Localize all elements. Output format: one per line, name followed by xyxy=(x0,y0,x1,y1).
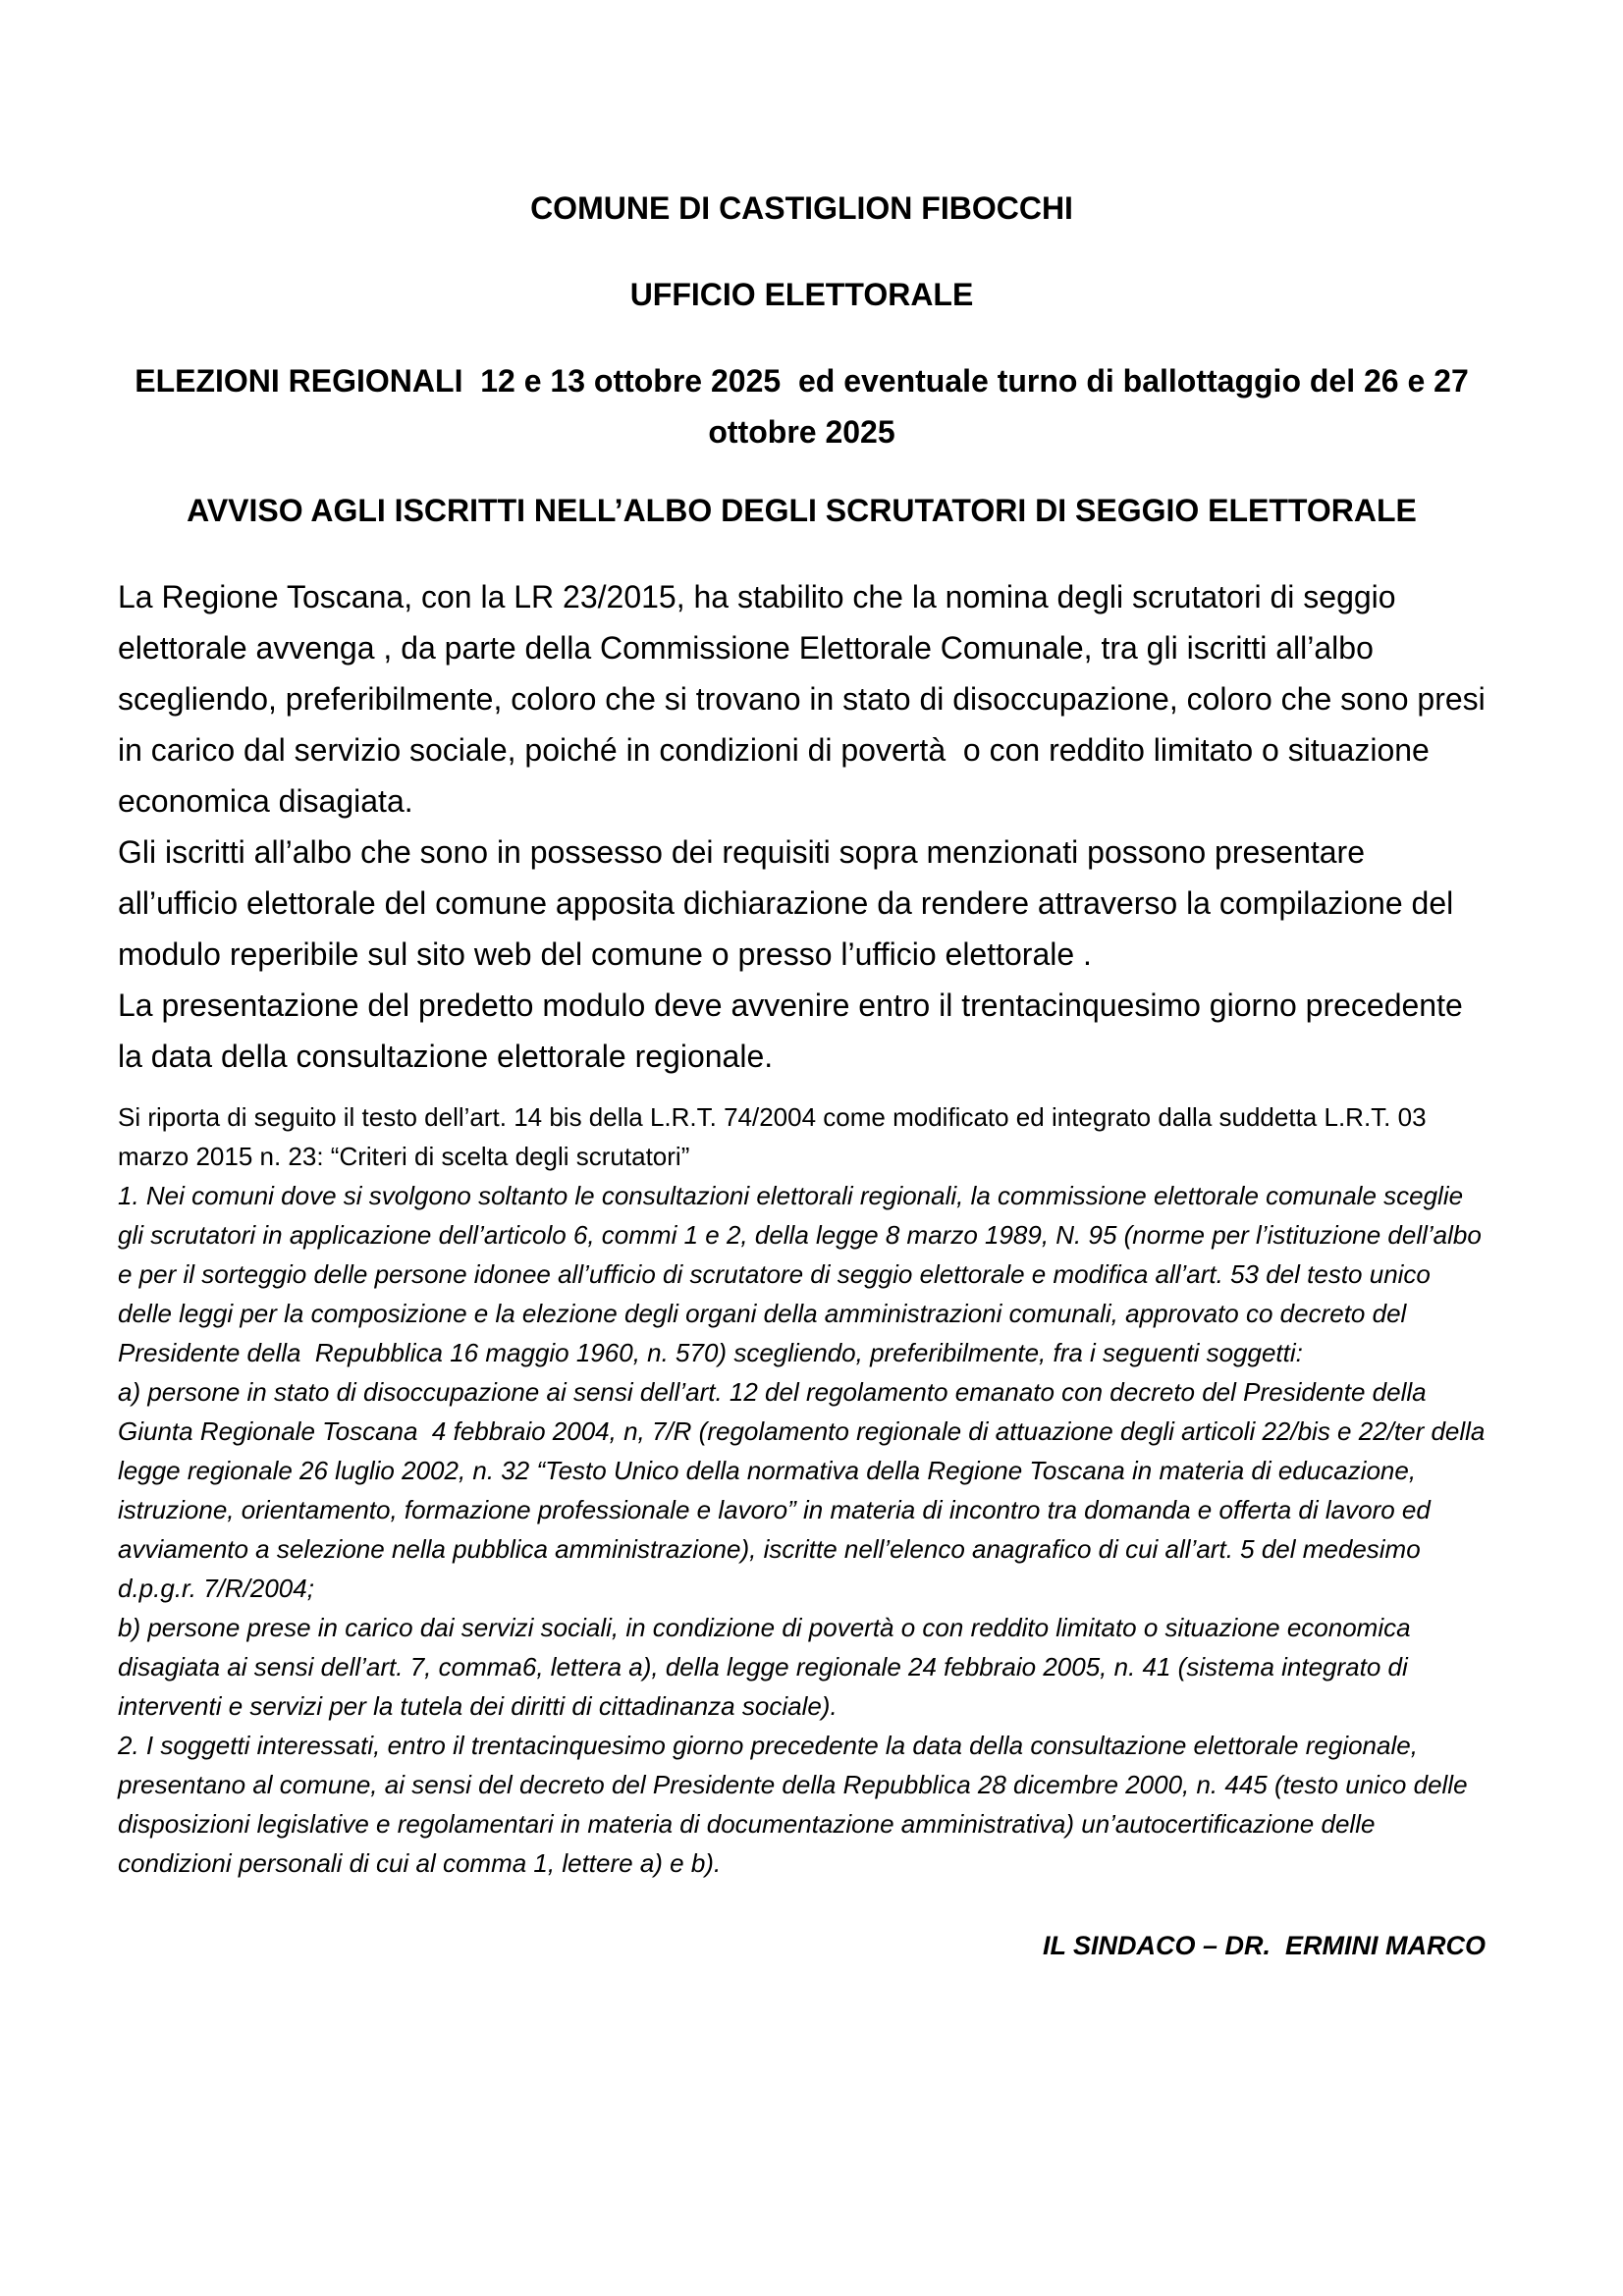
signature: IL SINDACO – DR. ERMINI MARCO xyxy=(1042,1931,1486,1960)
body-paragraph: La presentazione del predetto modulo deve avvenire entro il trentacinquesimo giorno precedente la data della consultazione elettorale regionale. xyxy=(118,988,1472,1074)
body-paragraph: Gli iscritti all’albo che sono in possesso dei requisiti sopra menzionati possono presentare all’ufficio elettorale del comune apposita dichiarazione da rendere attraverso la compilazione del modulo reperibile sul sito web del comune o presso l’ufficio elettorale . xyxy=(118,834,1463,972)
legal-paragraph: 2. I soggetti interessati, entro il trentacinquesimo giorno precedente la data della consultazione elettorale regionale, presentano al comune, ai sensi del decreto del Presidente della Repubblica 28 dicembre 2000, n. 445 (testo unico delle disposizioni legislative e regolamentari in materia di documentazione amministrativa) un’autocertificazione delle condizioni personali di cui al comma 1, lettere a) e b). xyxy=(118,1731,1475,1878)
legal-paragraph: 1. Nei comuni dove si svolgono soltanto le consultazioni elettorali regionali, la commissione elettorale comunale sceglie gli scrutatori in applicazione dell’articolo 6, commi 1 e 2, della legge 8 marzo 1989, N. 95 (norme per l’istituzione dell’albo e per il sorteggio delle persone idonee all’ufficio di scrutatore di seggio elettorale e modifica all’art. 53 del testo unico delle leggi per la composizione e la elezione degli organi della amministrazioni comunali, approvato co decreto del Presidente della Repubblica 16 maggio 1960, n. 570) scegliendo, preferibilmente, fra i seguenti soggetti: xyxy=(118,1181,1489,1367)
body-section xyxy=(118,571,1494,1082)
legal-intro: Si riporta di seguito il testo dell’art. 14 bis della L.R.T. 74/2004 come modificato ed integrato dalla suddetta L.R.T. 03 marzo 2015 n. 23: “Criteri di scelta degli scrutatori” xyxy=(118,1102,1434,1171)
legal-section xyxy=(118,1176,1492,1883)
notice-heading: AVVISO AGLI ISCRITTI NELL’ALBO DEGLI SCRUTATORI DI SEGGIO ELETTORALE xyxy=(187,493,1417,528)
legal-paragraph: b) persone prese in carico dai servizi sociali, in condizione di povertà o con reddito limitato o situazione economica disagiata ai sensi dell’art. 7, comma6, lettera a), della legge regionale 24 febbraio 2005, n. 41 (sistema integrato di interventi e servizi per la tutela dei diritti di cittadinanza sociale). xyxy=(118,1613,1418,1721)
election-heading: ELEZIONI REGIONALI 12 e 13 ottobre 2025 ed eventuale turno di ballottaggio del 26 e 27 ottobre 2025 xyxy=(135,363,1478,450)
document-title: COMUNE DI CASTIGLION FIBOCCHI xyxy=(530,190,1073,226)
legal-paragraph: a) persone in stato di disoccupazione ai sensi dell’art. 12 del regolamento emanato con decreto del Presidente della Giunta Regionale Toscana 4 febbraio 2004, n, 7/R (regolamento regionale di attuazione degli articoli 22/bis e 22/ter della legge regionale 26 luglio 2002, n. 32 “Testo Unico della normativa della Regione Toscana in materia di educazione, istruzione, orientamento, formazione professionale e lavoro” in materia di incontro tra domanda e offerta di lavoro ed avviamento a selezione nella pubblica amministrazione), iscritte nell’elenco anagrafico di cui all’art. 5 del medesimo d.p.g.r. 7/R/2004; xyxy=(118,1377,1492,1603)
body-paragraph: La Regione Toscana, con la LR 23/2015, ha stabilito che la nomina degli scrutatori di seggio elettorale avvenga , da parte della Commissione Elettorale Comunale, tra gli iscritti all’albo scegliendo, preferibilmente, coloro che si trovano in stato di disoccupazione, coloro che sono presi in carico dal servizio sociale, poiché in condizioni di povertà o con reddito limitato o situazione economica disagiata. xyxy=(118,579,1494,819)
office-subtitle: UFFICIO ELETTORALE xyxy=(629,277,974,312)
